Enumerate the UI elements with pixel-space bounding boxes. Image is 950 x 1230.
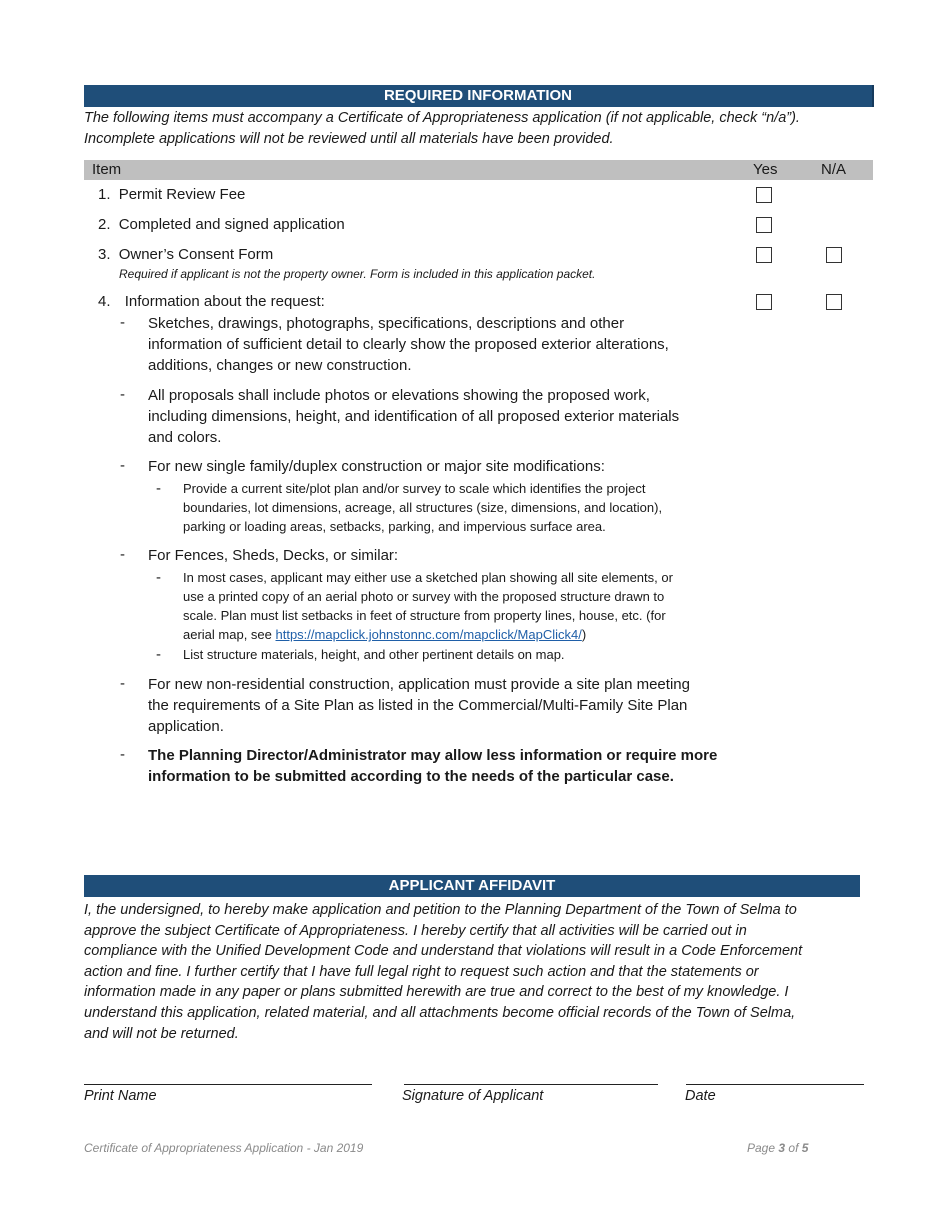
affidavit-line: approve the subject Certificate of Appropriateness. I hereby certify that all activities will be carried out in bbox=[84, 922, 747, 939]
bullet-line: use a printed copy of an aerial photo or survey with the proposed structure drawn to bbox=[183, 589, 665, 604]
bullet-line bbox=[183, 625, 673, 644]
item-2 bbox=[98, 215, 345, 235]
item-label: Information about the request: bbox=[124, 293, 325, 310]
sub-bullet-dash: - bbox=[156, 480, 161, 497]
col-na-header: N/A bbox=[821, 161, 847, 178]
col-item-header: Item bbox=[92, 161, 122, 178]
footer-title: Certificate of Appropriateness Application - Jan 2019 bbox=[84, 1141, 364, 1155]
bullet-dash: - bbox=[120, 675, 125, 692]
bullet-line: Sketches, drawings, photographs, specifications, descriptions and other bbox=[148, 315, 625, 332]
item-number: 2. bbox=[98, 216, 111, 233]
affidavit-line: understand this application, related material, and all attachments become official records of the Town of Selma, bbox=[84, 1004, 796, 1021]
col-yes-header: Yes bbox=[753, 161, 778, 178]
item-2-yes-checkbox[interactable] bbox=[756, 217, 772, 233]
bullet-4: For Fences, Sheds, Decks, or similar: bbox=[148, 547, 399, 564]
bullet-dash: - bbox=[120, 386, 125, 403]
affidavit-line: and will not be returned. bbox=[84, 1025, 239, 1042]
bullet-line: All proposals shall include photos or elevations showing the proposed work, bbox=[148, 387, 650, 404]
intro-line-2: Incomplete applications will not be reviewed until all materials have been provided. bbox=[84, 131, 614, 147]
bullet-3: For new single family/duplex construction or major site modifications: bbox=[148, 458, 605, 475]
item-3-yes-checkbox[interactable] bbox=[756, 247, 772, 263]
bullet-dash: - bbox=[120, 457, 125, 474]
page-word: Page bbox=[747, 1141, 776, 1155]
bullet-dash: - bbox=[120, 746, 125, 763]
bullet-line: including dimensions, height, and identification of all proposed exterior materials bbox=[148, 408, 680, 425]
affidavit-banner: APPLICANT AFFIDAVIT bbox=[84, 875, 860, 897]
bullet-6 bbox=[148, 745, 717, 787]
page-total: 5 bbox=[801, 1141, 809, 1155]
item-3-note: Required if applicant is not the property owner. Form is included in this application packet. bbox=[119, 267, 596, 281]
bullet-2 bbox=[148, 385, 679, 448]
bullet-4b: List structure materials, height, and other pertinent details on map. bbox=[183, 647, 565, 662]
item-label: Owner’s Consent Form bbox=[118, 246, 274, 263]
bullet-line: the requirements of a Site Plan as listed in the Commercial/Multi-Family Site Plan bbox=[148, 697, 688, 714]
bullet-line: Provide a current site/plot plan and/or survey to scale which identifies the project bbox=[183, 481, 646, 496]
item-3 bbox=[98, 245, 273, 265]
bullet-line: For new non-residential construction, application must provide a site plan meeting bbox=[148, 676, 690, 693]
bullet-4a bbox=[183, 568, 673, 644]
item-number: 1. bbox=[98, 186, 111, 203]
bullet-1 bbox=[148, 313, 669, 376]
of-word: of bbox=[788, 1141, 799, 1155]
sub-bullet-dash: - bbox=[156, 646, 161, 663]
bullet-line: application. bbox=[148, 718, 224, 735]
bullet-line: In most cases, applicant may either use a sketched plan showing all site elements, or bbox=[183, 570, 673, 585]
item-4-na-checkbox[interactable] bbox=[826, 294, 842, 310]
signature-line[interactable] bbox=[404, 1084, 658, 1085]
item-label: Completed and signed application bbox=[118, 216, 345, 233]
page-current: 3 bbox=[778, 1141, 786, 1155]
affidavit-text bbox=[84, 900, 802, 1044]
date-line[interactable] bbox=[686, 1084, 864, 1085]
item-number: 3. bbox=[98, 246, 111, 263]
date-label: Date bbox=[685, 1088, 716, 1104]
bullet-line: scale. Plan must list setbacks in feet of structure from property lines, house, etc. (for bbox=[183, 608, 666, 623]
bullet-line: and colors. bbox=[148, 429, 222, 446]
bullet-line: additions, changes or new construction. bbox=[148, 357, 412, 374]
bullet-line: information of sufficient detail to clearly show the proposed exterior alterations, bbox=[148, 336, 669, 353]
sub-bullet-dash: - bbox=[156, 569, 161, 586]
item-4 bbox=[98, 292, 325, 312]
affidavit-line: I, the undersigned, to hereby make application and petition to the Planning Department of the Town of Selma to bbox=[84, 902, 797, 918]
item-1-yes-checkbox[interactable] bbox=[756, 187, 772, 203]
mapclick-link[interactable]: https://mapclick.johnstonnc.com/mapclick/MapClick4/ bbox=[275, 627, 582, 642]
text-fragment: ) bbox=[581, 627, 587, 642]
signature-label: Signature of Applicant bbox=[402, 1088, 544, 1104]
item-4-yes-checkbox[interactable] bbox=[756, 294, 772, 310]
bullet-dash: - bbox=[120, 314, 125, 331]
bullet-3a bbox=[183, 479, 662, 536]
print-name-label: Print Name bbox=[84, 1088, 157, 1104]
intro-line-1: The following items must accompany a Certificate of Appropriateness application (if not applicable, check “n/a”). bbox=[84, 110, 800, 126]
affidavit-line: information made in any paper or plans submitted herewith are true and correct to the best of my knowledge. I bbox=[84, 984, 789, 1001]
table-header bbox=[84, 160, 873, 180]
bullet-line: information to be submitted according to the needs of the particular case. bbox=[148, 768, 674, 785]
bullet-line: boundaries, lot dimensions, acreage, all structures (size, dimensions, and location), bbox=[183, 500, 663, 515]
item-label: Permit Review Fee bbox=[118, 186, 246, 203]
print-name-line[interactable] bbox=[84, 1084, 372, 1085]
item-1 bbox=[98, 185, 245, 205]
text-fragment: aerial map, see bbox=[183, 627, 276, 642]
item-number: 4. bbox=[98, 293, 111, 310]
item-3-na-checkbox[interactable] bbox=[826, 247, 842, 263]
bullet-5 bbox=[148, 674, 690, 737]
page-number bbox=[747, 1141, 808, 1155]
bullet-dash: - bbox=[120, 546, 125, 563]
affidavit-line: action and fine. I further certify that I have full legal right to request such action and that the statements or bbox=[84, 963, 759, 980]
bullet-line: parking or loading areas, setbacks, parking, and impervious surface area. bbox=[183, 519, 606, 534]
bullet-line: The Planning Director/Administrator may allow less information or require more bbox=[148, 747, 718, 764]
affidavit-line: compliance with the Unified Development Code and understand that violations will result in a Code Enforcement bbox=[84, 943, 803, 960]
required-info-banner: REQUIRED INFORMATION bbox=[84, 85, 874, 107]
